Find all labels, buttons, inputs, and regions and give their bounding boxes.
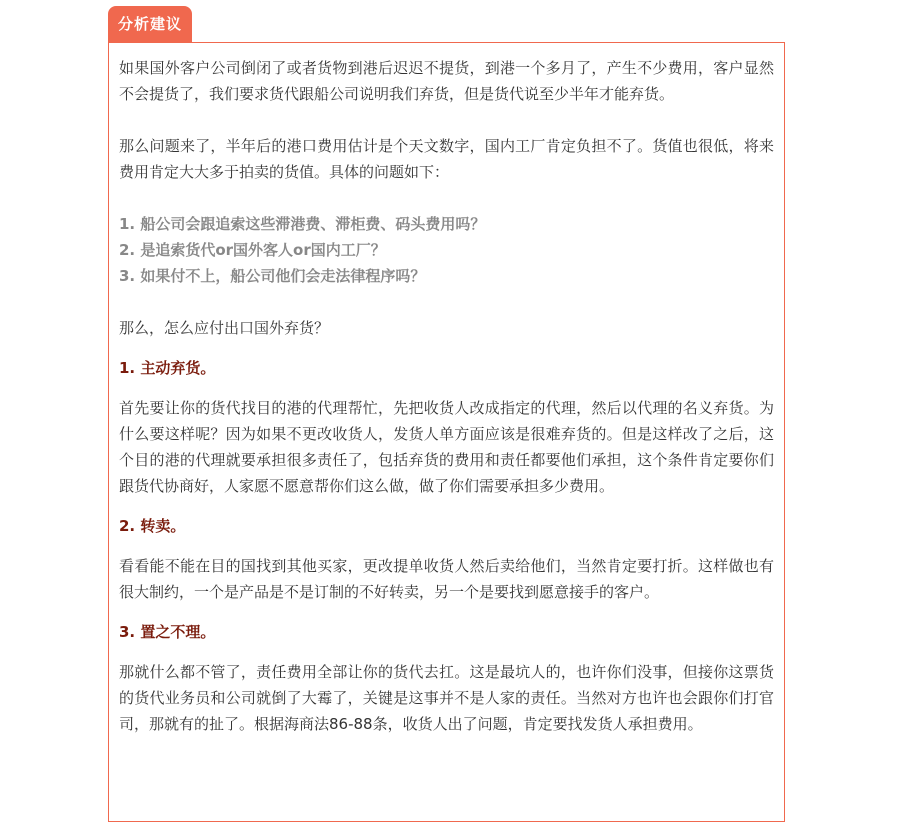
solution-body-1: 首先要让你的货代找目的港的代理帮忙，先把收货人改成指定的代理，然后以代理的名义弃货。为什么要这样呢？因为如果不更改收货人，发货人单方面应该是很难弃货的。但是这样改了之后，这个目的港的代理就要承担很多责任了，包括弃货的费用和责任都要他们承担，这个条件肯定要你们跟货代协商好，人家愿不愿意帮你们这么做，做了你们需要承担多少费用。	[119, 399, 774, 495]
content-box	[108, 42, 785, 822]
section-tag: 分析建议	[108, 6, 192, 42]
solution-heading-3: 3. 置之不理。	[119, 623, 216, 641]
solution-heading-1: 1. 主动弃货。	[119, 359, 216, 377]
intro-paragraph-2: 那么问题来了，半年后的港口费用估计是个天文数字，国内工厂肯定负担不了。货值也很低，将来费用肯定大大多于拍卖的货值。具体的问题如下：	[119, 137, 774, 181]
question-item: 2. 是追索货代or国外客人or国内工厂？	[119, 241, 386, 259]
solution-heading-2: 2. 转卖。	[119, 517, 186, 535]
solution-body-2: 看看能不能在目的国找到其他买家，更改提单收货人然后卖给他们，当然肯定要打折。这样做也有很大制约，一个是产品是不是订制的不好转卖，另一个是要找到愿意接手的客户。	[119, 557, 774, 601]
transition-paragraph: 那么，怎么应付出口国外弃货？	[119, 319, 330, 337]
intro-paragraph-1: 如果国外客户公司倒闭了或者货物到港后迟迟不提货，到港一个多月了，产生不少费用，客户显然不会提货了，我们要求货代跟船公司说明我们弃货，但是货代说至少半年才能弃货。	[119, 59, 774, 103]
solution-body-3: 那就什么都不管了，责任费用全部让你的货代去扛。这是最坑人的，也许你们没事，但接你这票货的货代业务员和公司就倒了大霉了，关键是这事并不是人家的责任。当然对方也许也会跟你们打官司，那就有的扯了。根据海商法86-88条，收货人出了问题，肯定要找发货人承担费用。	[119, 663, 774, 733]
question-item: 3. 如果付不上，船公司他们会走法律程序吗？	[119, 267, 426, 285]
question-item: 1. 船公司会跟追索这些滞港费、滞柜费、码头费用吗？	[119, 215, 486, 233]
